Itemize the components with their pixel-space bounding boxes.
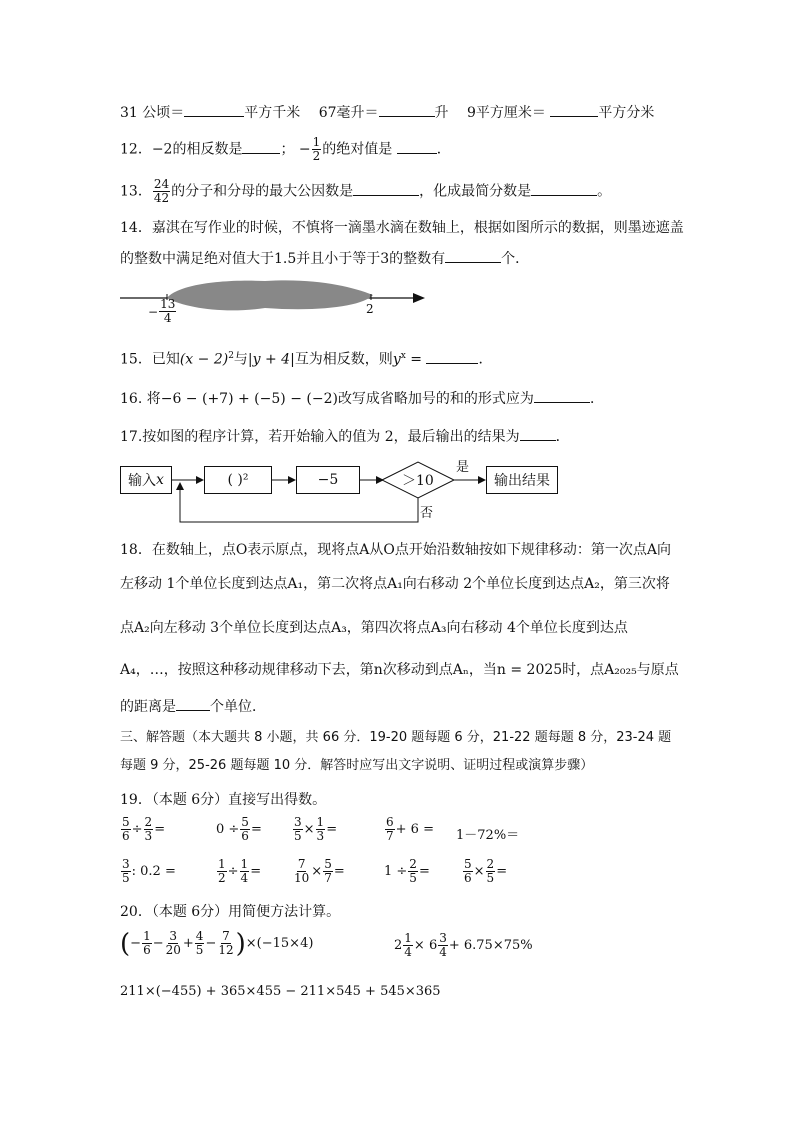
flow-yes-label: 是 xyxy=(456,460,470,475)
question-18-line-4: A₄，…，按照这种移动规律移动下去，第n次移动到点Aₙ，当n = 2025时，点A₂₀₂₅与原点 xyxy=(120,662,679,678)
calc-item: $\frac{6}{7}$ + 6 = xyxy=(386,815,434,843)
question-14-line-1: 14．嘉淇在写作业的时候，不慎将一滴墨水滴在数轴上，根据如图所示的数据，则墨迹遮盖 xyxy=(120,220,684,236)
calc-item: $\frac{3}{5}$ : 0.2 = xyxy=(122,857,176,885)
section-3-header-line-2: 每题 9 分，25-26 题每题 10 分．解答时应写出文字说明、证明过程或演算步骤） xyxy=(120,758,594,773)
arrow-head-icon xyxy=(413,293,425,303)
flow-condition-label: ＞10 xyxy=(402,473,434,489)
fraction: $\frac{1}{2}$ xyxy=(312,135,321,163)
flow-square-box: ( )² xyxy=(204,466,272,494)
flow-input-box: 输入 x xyxy=(120,466,172,494)
question-12: 12．−2的相反数是 ； − $\frac{1}{2}$ 的绝对值是 ． xyxy=(120,135,451,163)
arrow-icon xyxy=(176,482,184,490)
arrow-icon xyxy=(478,476,486,484)
question-18-line-3: 点A₂向左移动 3个单位长度到达点A₃，第四次将点A₃向右移动 4个单位长度到达点 xyxy=(120,620,628,636)
flow-minus-box: −5 xyxy=(296,466,360,494)
calc-item: $\frac{7}{10}$ × $\frac{5}{7}$ = xyxy=(294,857,345,885)
question-19-title: 19．（本题 6分）直接写出得数。 xyxy=(120,792,327,808)
arrow-icon xyxy=(196,476,204,484)
calc-item: 0 ÷ $\frac{5}{6}$ = xyxy=(216,815,262,843)
answer-blank[interactable] xyxy=(379,102,435,117)
question-16: 16. 将−6 − (+7) + (−5) − (−2)改写成省略加号的和的形式应为 ． xyxy=(120,388,604,409)
question-18-line-5: 的距离是 个单位． xyxy=(120,696,266,717)
calc-expression-3: 211×(−455) + 365×455 − 211×545 + 545×365 xyxy=(120,984,441,999)
question-15: 15．已知$(x - 2)^2$与|y + 4|互为相反数，则$y^x$ = ． xyxy=(120,346,492,370)
section-3-header-line-1: 三、解答题（本大题共 8 小题，共 66 分．19-20 题每题 6 分，21-22 题每题 8 分，23-24 题 xyxy=(120,730,672,745)
fraction: $\frac{24}{42}$ xyxy=(153,177,170,205)
answer-blank[interactable] xyxy=(426,349,478,364)
question-18-line-1: 18．在数轴上，点O表示原点，现将点A从O点开始沿数轴按如下规律移动：第一次点A向 xyxy=(120,542,671,558)
flow-output-box: 输出结果 xyxy=(486,466,558,494)
calc-item: $\frac{5}{6}$ × $\frac{2}{5}$ = xyxy=(464,857,508,885)
question-18-line-2: 左移动 1个单位长度到达点A₁，第二次将点A₁向右移动 2个单位长度到达点A₂，第三次将 xyxy=(120,576,670,592)
arrow-icon xyxy=(288,476,296,484)
question-13: 13． $\frac{24}{42}$ 的分子和分母的最大公因数是 ，化成最简分数是 。 xyxy=(120,177,612,205)
question-14-line-2: 的整数中满足绝对值大于1.5并且小于等于3的整数有 个． xyxy=(120,248,529,269)
ink-blot xyxy=(167,280,373,310)
answer-blank[interactable] xyxy=(520,426,556,441)
answer-blank[interactable] xyxy=(176,696,210,711)
question-20-title: 20．（本题 6分）用简便方法计算。 xyxy=(120,904,341,920)
question-17: 17.按如图的程序计算，若开始输入的值为 2，最后输出的结果为 ． xyxy=(120,426,570,447)
answer-blank[interactable] xyxy=(242,139,280,154)
number-line-right-label: 2 xyxy=(366,302,374,316)
answer-blank[interactable] xyxy=(531,181,597,196)
answer-blank[interactable] xyxy=(397,139,437,154)
answer-blank[interactable] xyxy=(550,102,598,117)
calc-expression-1: ( − $\frac{1}{6}$ − $\frac{3}{20}$ + $\frac{4}{5}$ − $\frac{7}{12}$ ) ×(−15×4) xyxy=(120,928,314,959)
calc-item: $\frac{5}{6}$ ÷ $\frac{2}{3}$ = xyxy=(122,815,166,843)
number-line-left-label: − $\frac{13}{4}$ xyxy=(148,297,176,325)
calc-item: $\frac{3}{5}$ × $\frac{1}{3}$ = xyxy=(294,815,338,843)
answer-blank[interactable] xyxy=(534,388,590,403)
calc-expression-2: 2 $\frac{1}{4}$ × 6 $\frac{3}{4}$ + 6.75×75% xyxy=(394,931,533,959)
answer-blank[interactable] xyxy=(353,181,419,196)
answer-blank[interactable] xyxy=(445,248,501,263)
calc-item: $\frac{1}{2}$ ÷ $\frac{1}{4}$ = xyxy=(218,857,262,885)
calc-item: 1－72%＝ xyxy=(456,828,520,843)
calc-item: 1 ÷ $\frac{2}{5}$ = xyxy=(384,857,430,885)
unit-conversion-line: 31 公顷＝ 平方千米 67毫升＝ 升 9平方厘米＝ 平方分米 xyxy=(120,102,654,123)
flow-no-label: 否 xyxy=(420,506,434,521)
answer-blank[interactable] xyxy=(184,102,244,117)
